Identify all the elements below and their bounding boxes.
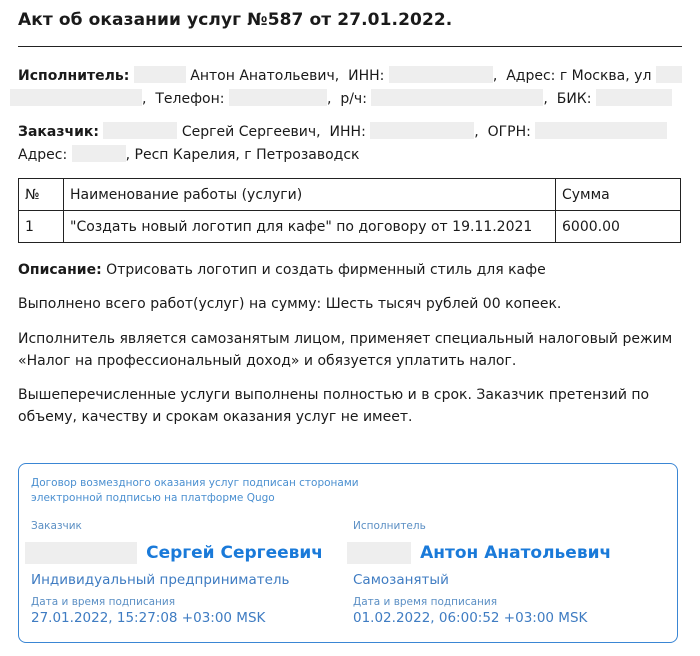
separator: , [142,91,147,107]
executor-name-row [353,542,611,566]
row-sum: 6000.00 [556,211,681,243]
separator: , [543,91,548,107]
executor-status: Самозанятый [353,572,449,588]
redacted-field [25,542,137,564]
executor-signer-name: Антон Анатольевич [420,543,612,563]
customer-datetime: 27.01.2022, 15:27:08 +03:00 MSK [31,610,266,626]
executor-role: Исполнитель [353,520,426,532]
customer-address-value: , Респ Карелия, г Петрозаводск [125,147,360,163]
e-signature-box [18,463,678,643]
document-title: Акт об оказании услуг №587 от 27.01.2022. [18,10,453,30]
customer-ogrn-label: ОГРН: [487,124,531,140]
total-paragraph: Выполнено всего работ(услуг) на сумму: Шесть тысяч рублей 00 копеек. [18,296,562,312]
executor-label: Исполнитель: [18,68,130,84]
header-sum: Сумма [556,179,681,211]
customer-label: Заказчик: [18,124,99,140]
customer-status: Индивидуальный предприниматель [31,572,290,588]
signature-customer [31,520,323,626]
redacted-field [134,66,186,83]
executor-line-2 [10,89,672,109]
customer-line-1 [18,122,667,142]
claims-paragraph: Вышеперечисленные услуги выполнены полностью и в срок. Заказчик претензий по объему, качеству и срокам оказания услуг не имеет. [18,387,650,425]
table-row [19,211,681,243]
redacted-field [596,89,672,106]
description-label: Описание: [18,262,102,278]
tax-paragraph: Исполнитель является самозанятым лицом, применяет специальный налоговый режим «Налог на профессиональный доход» и обязуется уплатить налог. [18,331,673,369]
separator: , [474,124,479,140]
redacted-field [229,89,327,106]
executor-account-label: р/ч: [340,91,367,107]
redacted-field [389,66,493,83]
header-work-name: Наименование работы (услуги) [64,179,556,211]
executor-bik-label: БИК: [556,91,592,107]
customer-datetime-label: Дата и время подписания [31,596,176,608]
customer-line-2 [18,145,360,165]
redacted-field [347,542,411,564]
separator: , [326,91,332,107]
executor-address-label: Адрес: г Москва, ул [506,68,652,84]
table-header-row [19,179,681,211]
redacted-field [371,89,543,106]
customer-address-label: Адрес: [18,147,68,163]
description-paragraph [18,259,678,281]
works-table [18,178,681,243]
redacted-field [370,122,474,139]
executor-datetime-label: Дата и время подписания [353,596,498,608]
redacted-field [656,66,682,83]
customer-name-row [31,542,323,566]
executor-name: Антон Анатольевич, [190,68,340,84]
executor-inn-label: ИНН: [348,68,385,84]
signature-header: Договор возмездного оказания услуг подписан сторонами электронной подписью на платформе Qugo [31,477,359,504]
customer-inn-label: ИНН: [329,124,366,140]
redacted-field [535,122,667,139]
customer-signer-name: Сергей Сергеевич [146,543,323,563]
executor-phone-label: Телефон: [155,91,225,107]
separator: , [492,68,498,84]
row-work-name: "Создать новый логотип для кафе" по договору от 19.11.2021 [64,211,556,243]
redacted-field [103,122,177,139]
customer-role: Заказчик [31,520,82,532]
customer-name: Сергей Сергеевич, [181,124,321,140]
executor-line-1 [18,66,682,86]
signature-executor [353,520,611,626]
row-number: 1 [19,211,64,243]
header-number: № [19,179,64,211]
description-text: Отрисовать логотип и создать фирменный стиль для кафе [106,262,546,278]
title-divider [18,46,682,47]
executor-datetime: 01.02.2022, 06:00:52 +03:00 MSK [353,610,588,626]
redacted-field [72,145,126,162]
redacted-field [10,89,142,106]
